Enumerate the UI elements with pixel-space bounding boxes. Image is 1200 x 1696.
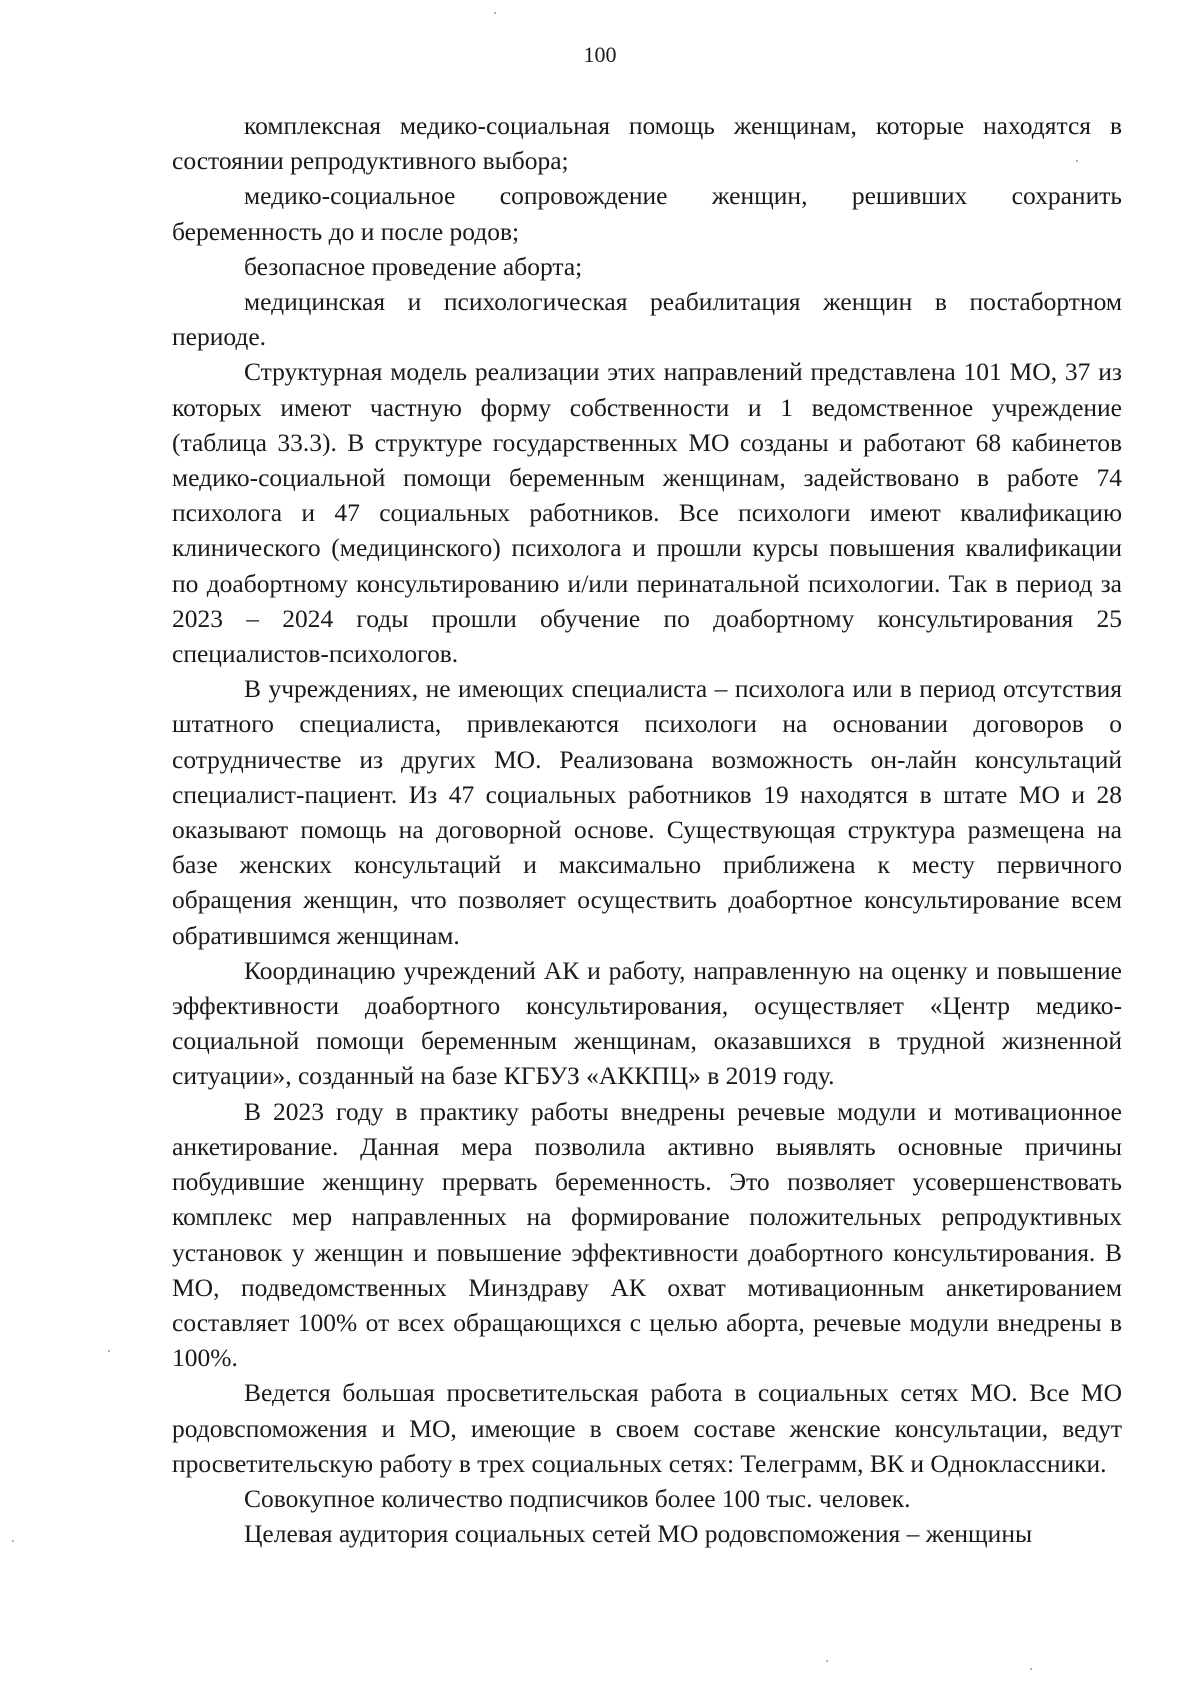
page-number: 100 — [583, 42, 617, 67]
paragraph-2: медико-социальное сопровождение женщин, решивших сохранить беременность до и после родов; — [172, 181, 1122, 246]
document-body — [172, 108, 1122, 1551]
paragraph-6: В учреждениях, не имеющих специалиста – психолога или в период отсутствия штатного специалиста, привлекаются психологи на основании договоров о сотрудничестве из других МО. Реализована возможность он-лайн консультаций специалист-пациент. Из 47 социальных работников 19 находятся в штате МО и 28 оказывают помощь на договорной основе. Существующая структура размещена на базе женских консультаций и максимально приближена к месту первичного обращения женщин, что позволяет осуществить доабортное консультирование всем обратившимся женщинам. — [172, 674, 1122, 950]
scan-speck — [826, 1660, 828, 1662]
scan-speck — [108, 1350, 110, 1352]
scan-speck — [494, 12, 496, 14]
paragraph-5: Структурная модель реализации этих направлений представлена 101 МО, 37 из которых имеют частную форму собственности и 1 ведомственное учреждение (таблица 33.3). В структуре государственных МО созданы и работают 68 кабинетов медико-социальной помощи беременным женщинам, задействовано в работе 74 психолога и 47 социальных работников. Все психологи имеют квалификацию клинического (медицинского) психолога и прошли курсы повышения квалификации по доабортному консультированию и/или перинатальной психологии. Так в период за 2023 – 2024 годы прошли обучение по доабортному консультирования 25 специалистов-психологов. — [172, 357, 1122, 669]
paragraph-7: Координацию учреждений АК и работу, направленную на оценку и повышение эффективности доабортного консультирования, осуществляет «Центр медико-социальной помощи беременным женщинам, оказавшихся в трудной жизненной ситуации», созданный на базе КГБУЗ «АККПЦ» в 2019 году. — [172, 955, 1122, 1091]
paragraph-10: Совокупное количество подписчиков более 100 тыс. человек. — [244, 1483, 911, 1513]
paragraph-9: Ведется большая просветительская работа в социальных сетях МО. Все МО родовспоможения и МО, имеющие в своем составе женские консультации, ведут просветительскую работу в трех социальных сетях: Телеграмм, ВК и Одноклассники. — [172, 1378, 1122, 1478]
paragraph-3: безопасное проведение аборта; — [244, 251, 583, 281]
scan-speck — [12, 1540, 14, 1542]
paragraph-11: Целевая аудитория социальных сетей МО родовспоможения – женщины — [244, 1519, 1033, 1549]
paragraph-8: В 2023 году в практику работы внедрены речевые модули и мотивационное анкетирование. Данная мера позволила активно выявлять основные причины побудившие женщину прервать беременность. Это позволяет усовершенствовать комплекс мер направленных на формирование положительных репродуктивных установок у женщин и повышение эффективности доабортного консультирования. В МО, подведомственных Минздраву АК охват мотивационным анкетированием составляет 100% от всех обращающихся с целью аборта, речевые модули внедрены в 100%. — [172, 1096, 1122, 1373]
paragraph-4: медицинская и психологическая реабилитация женщин в постабортном периоде. — [172, 287, 1122, 352]
scan-speck — [1076, 160, 1078, 162]
scan-speck — [1030, 1668, 1032, 1670]
paragraph-1: комплексная медико-социальная помощь женщинам, которые находятся в состоянии репродуктивного выбора; — [172, 111, 1122, 176]
